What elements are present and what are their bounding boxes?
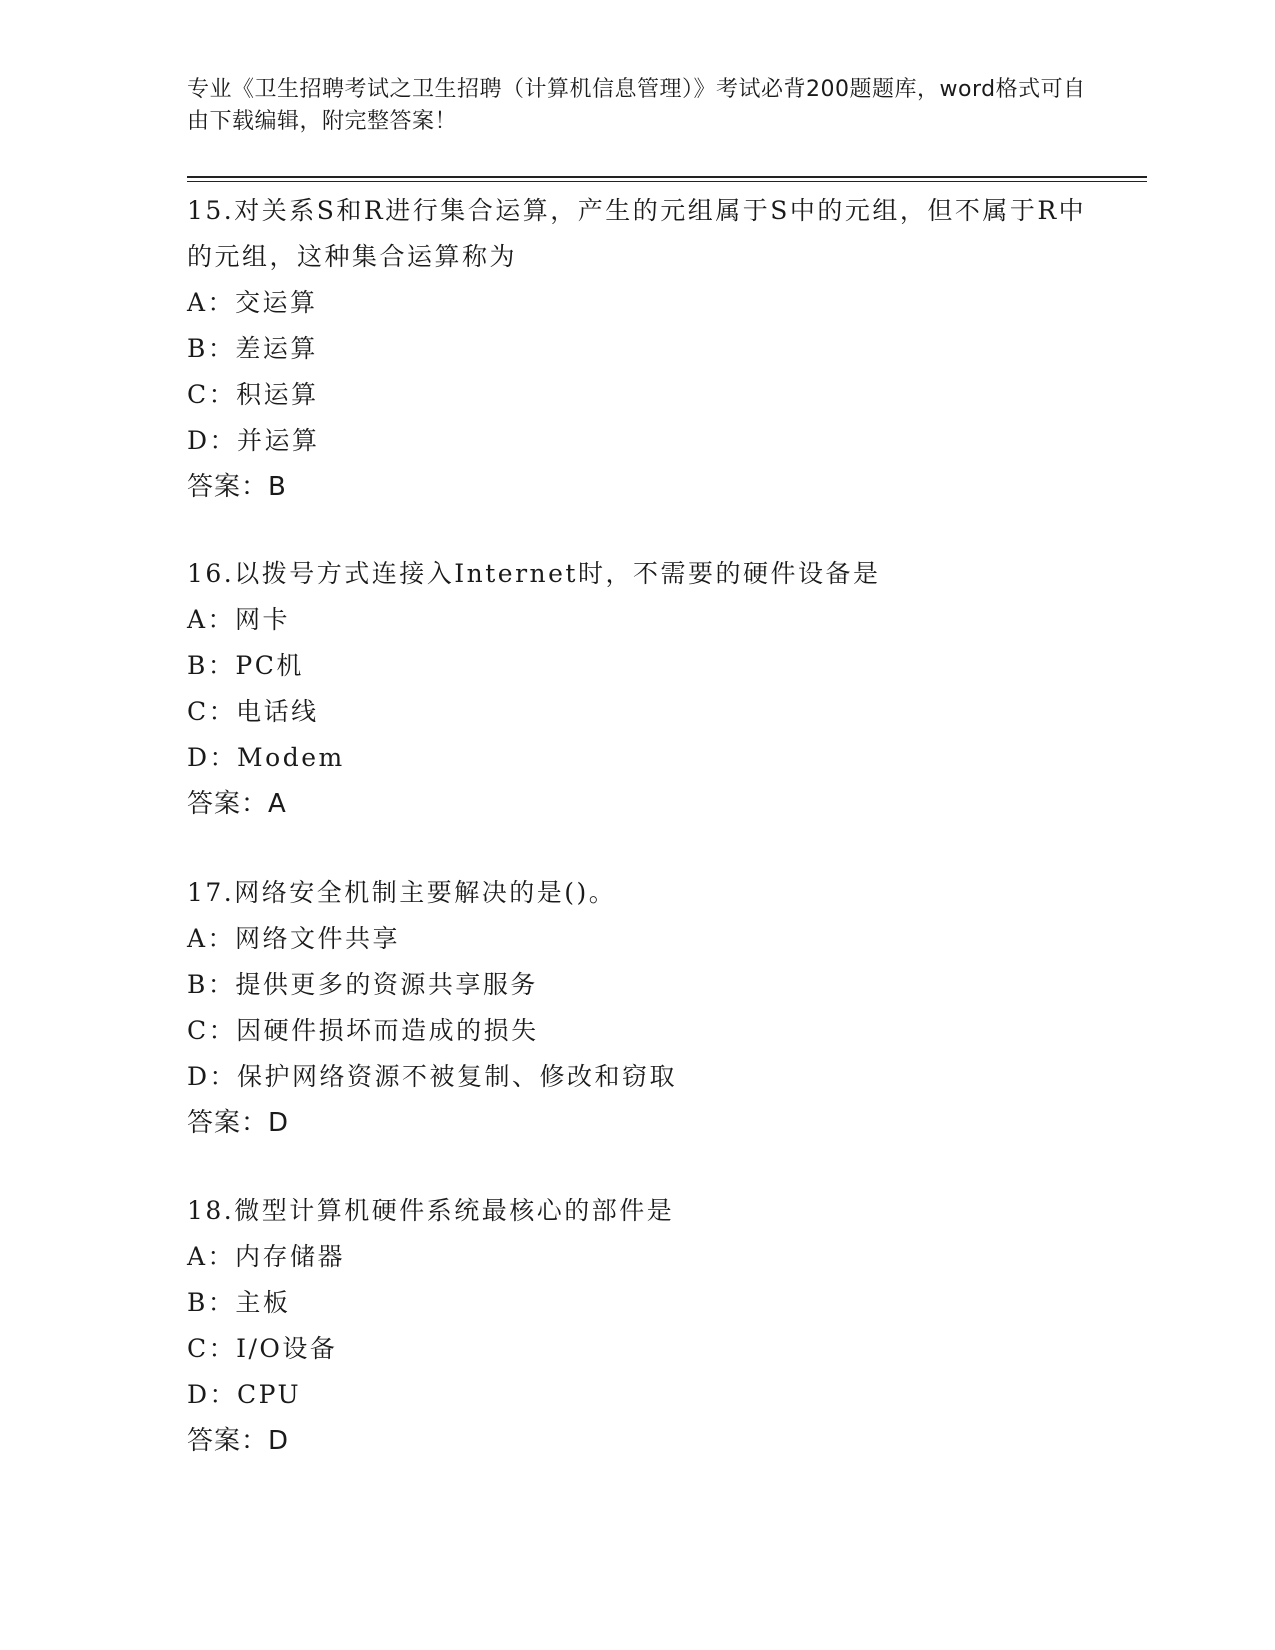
option-b: B：PC机 — [187, 651, 304, 680]
question-text: 17.网络安全机制主要解决的是()。 — [187, 878, 617, 907]
option-b: B：提供更多的资源共享服务 — [187, 970, 538, 999]
header-divider-thin — [187, 181, 1147, 182]
option-d: D：CPU — [187, 1380, 302, 1409]
option-a: A：网络文件共享 — [187, 924, 401, 953]
question-16 — [187, 551, 1087, 827]
option-a: A：交运算 — [187, 288, 318, 317]
question-text: 18.微型计算机硬件系统最核心的部件是 — [187, 1196, 675, 1225]
option-d: D：Modem — [187, 743, 345, 772]
option-d: D：保护网络资源不被复制、修改和窃取 — [187, 1062, 678, 1091]
question-text: 16.以拨号方式连接入Internet时，不需要的硬件设备是 — [187, 559, 881, 588]
header-divider — [187, 176, 1147, 178]
option-a: A：内存储器 — [187, 1242, 346, 1271]
option-a: A：网卡 — [187, 605, 291, 634]
option-c: C：电话线 — [187, 697, 319, 726]
option-b: B：主板 — [187, 1288, 291, 1317]
option-c: C：因硬件损坏而造成的损失 — [187, 1016, 539, 1045]
answer: 答案：D — [187, 1426, 290, 1456]
question-18 — [187, 1188, 1087, 1464]
document-header: 专业《卫生招聘考试之卫生招聘（计算机信息管理）》考试必背200题题库，word格式可自由下载编辑，附完整答案！ — [187, 77, 1086, 134]
answer: 答案：B — [187, 472, 287, 502]
question-text: 15.对关系S和R进行集合运算，产生的元组属于S中的元组，但不属于R中的元组，这种集合运算称为 — [187, 196, 1087, 271]
option-c: C：积运算 — [187, 380, 319, 409]
answer: 答案：A — [187, 789, 287, 819]
option-c: C：I/O设备 — [187, 1334, 338, 1363]
option-d: D：并运算 — [187, 426, 320, 455]
question-17 — [187, 870, 1087, 1146]
option-b: B：差运算 — [187, 334, 318, 363]
answer: 答案：D — [187, 1108, 290, 1138]
question-15 — [187, 188, 1087, 510]
